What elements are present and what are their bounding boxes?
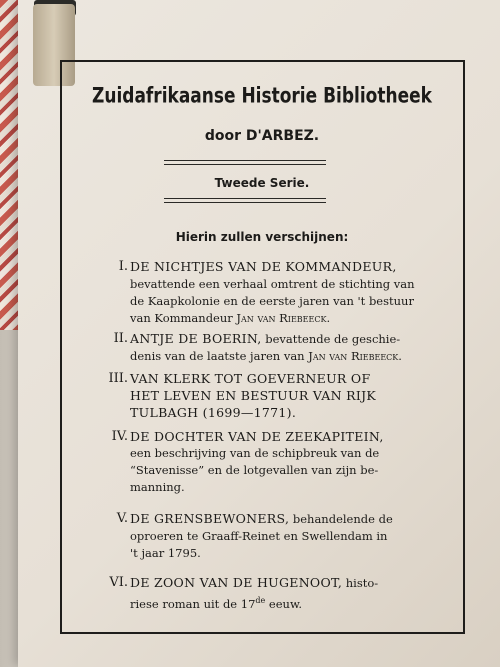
entry-heading: DE NICHTJES VAN DE KOMMANDEUR, [130,259,397,274]
entry-heading: DE DOCHTER VAN DE ZEEKAPITEIN, [130,429,384,444]
entry-line: van Kommandeur [130,311,233,325]
entry-number: V. [116,511,128,526]
entry-number: VI. [109,575,128,590]
entry-line: bevattende een verhaal omtrent de stichting van [130,277,415,291]
divider-rule [164,198,326,199]
entry-line: 't jaar 1795. [130,546,201,560]
entry-heading: TULBAGH (1699—1771). [130,405,297,420]
person-name: Jan van Riebeeck. [236,311,331,325]
entry-line: bevattende de geschie- [261,332,401,346]
entry-line: behandelende de [289,512,393,526]
entry-line: eeuw. [265,596,303,611]
page-title: Zuidafrikaanse Historie Bibliotheek [92,83,432,109]
entry-number: IV. [111,429,128,444]
entry-line: de Kaapkolonie en de eerste jaren van 't bestuur [130,294,414,308]
divider-rule [164,164,326,165]
entry-line: histo- [342,576,379,590]
entry-heading: ANTJE DE BOERIN, [130,331,262,346]
entry-line: oproeren te Graaff-Reinet en Swellendam in [130,529,388,543]
intro-line: Hierin zullen verschijnen: [175,230,349,244]
divider-rule [164,160,326,161]
entry-heading: VAN KLERK TOT GOEVERNEUR OF [130,371,371,386]
entry-heading: HET LEVEN EN BESTUUR VAN RIJK [130,388,377,403]
entry-line: denis van de laatste jaren van [130,349,305,363]
entry-number: II. [113,331,128,346]
ordinal-suffix: de [255,596,266,605]
series-label: Tweede Serie. [214,176,310,190]
entry-line: “Stavenisse” en de lotgevallen van zijn be- [130,463,379,477]
entry-line: riese roman uit de 17 [130,596,256,611]
author-line: door D'ARBEZ. [204,128,320,144]
divider-rule [164,202,326,203]
entry-line: een beschrijving van de schipbreuk van de [130,446,380,460]
person-name: Jan van Riebeeck. [308,349,402,363]
entry-number: III. [108,371,128,386]
entry-heading: DE GRENSBEWONERS, [130,511,290,526]
entry-heading: DE ZOON VAN DE HUGENOOT, [130,575,343,590]
entry-line: manning. [130,480,185,494]
entry-number: I. [118,259,128,274]
